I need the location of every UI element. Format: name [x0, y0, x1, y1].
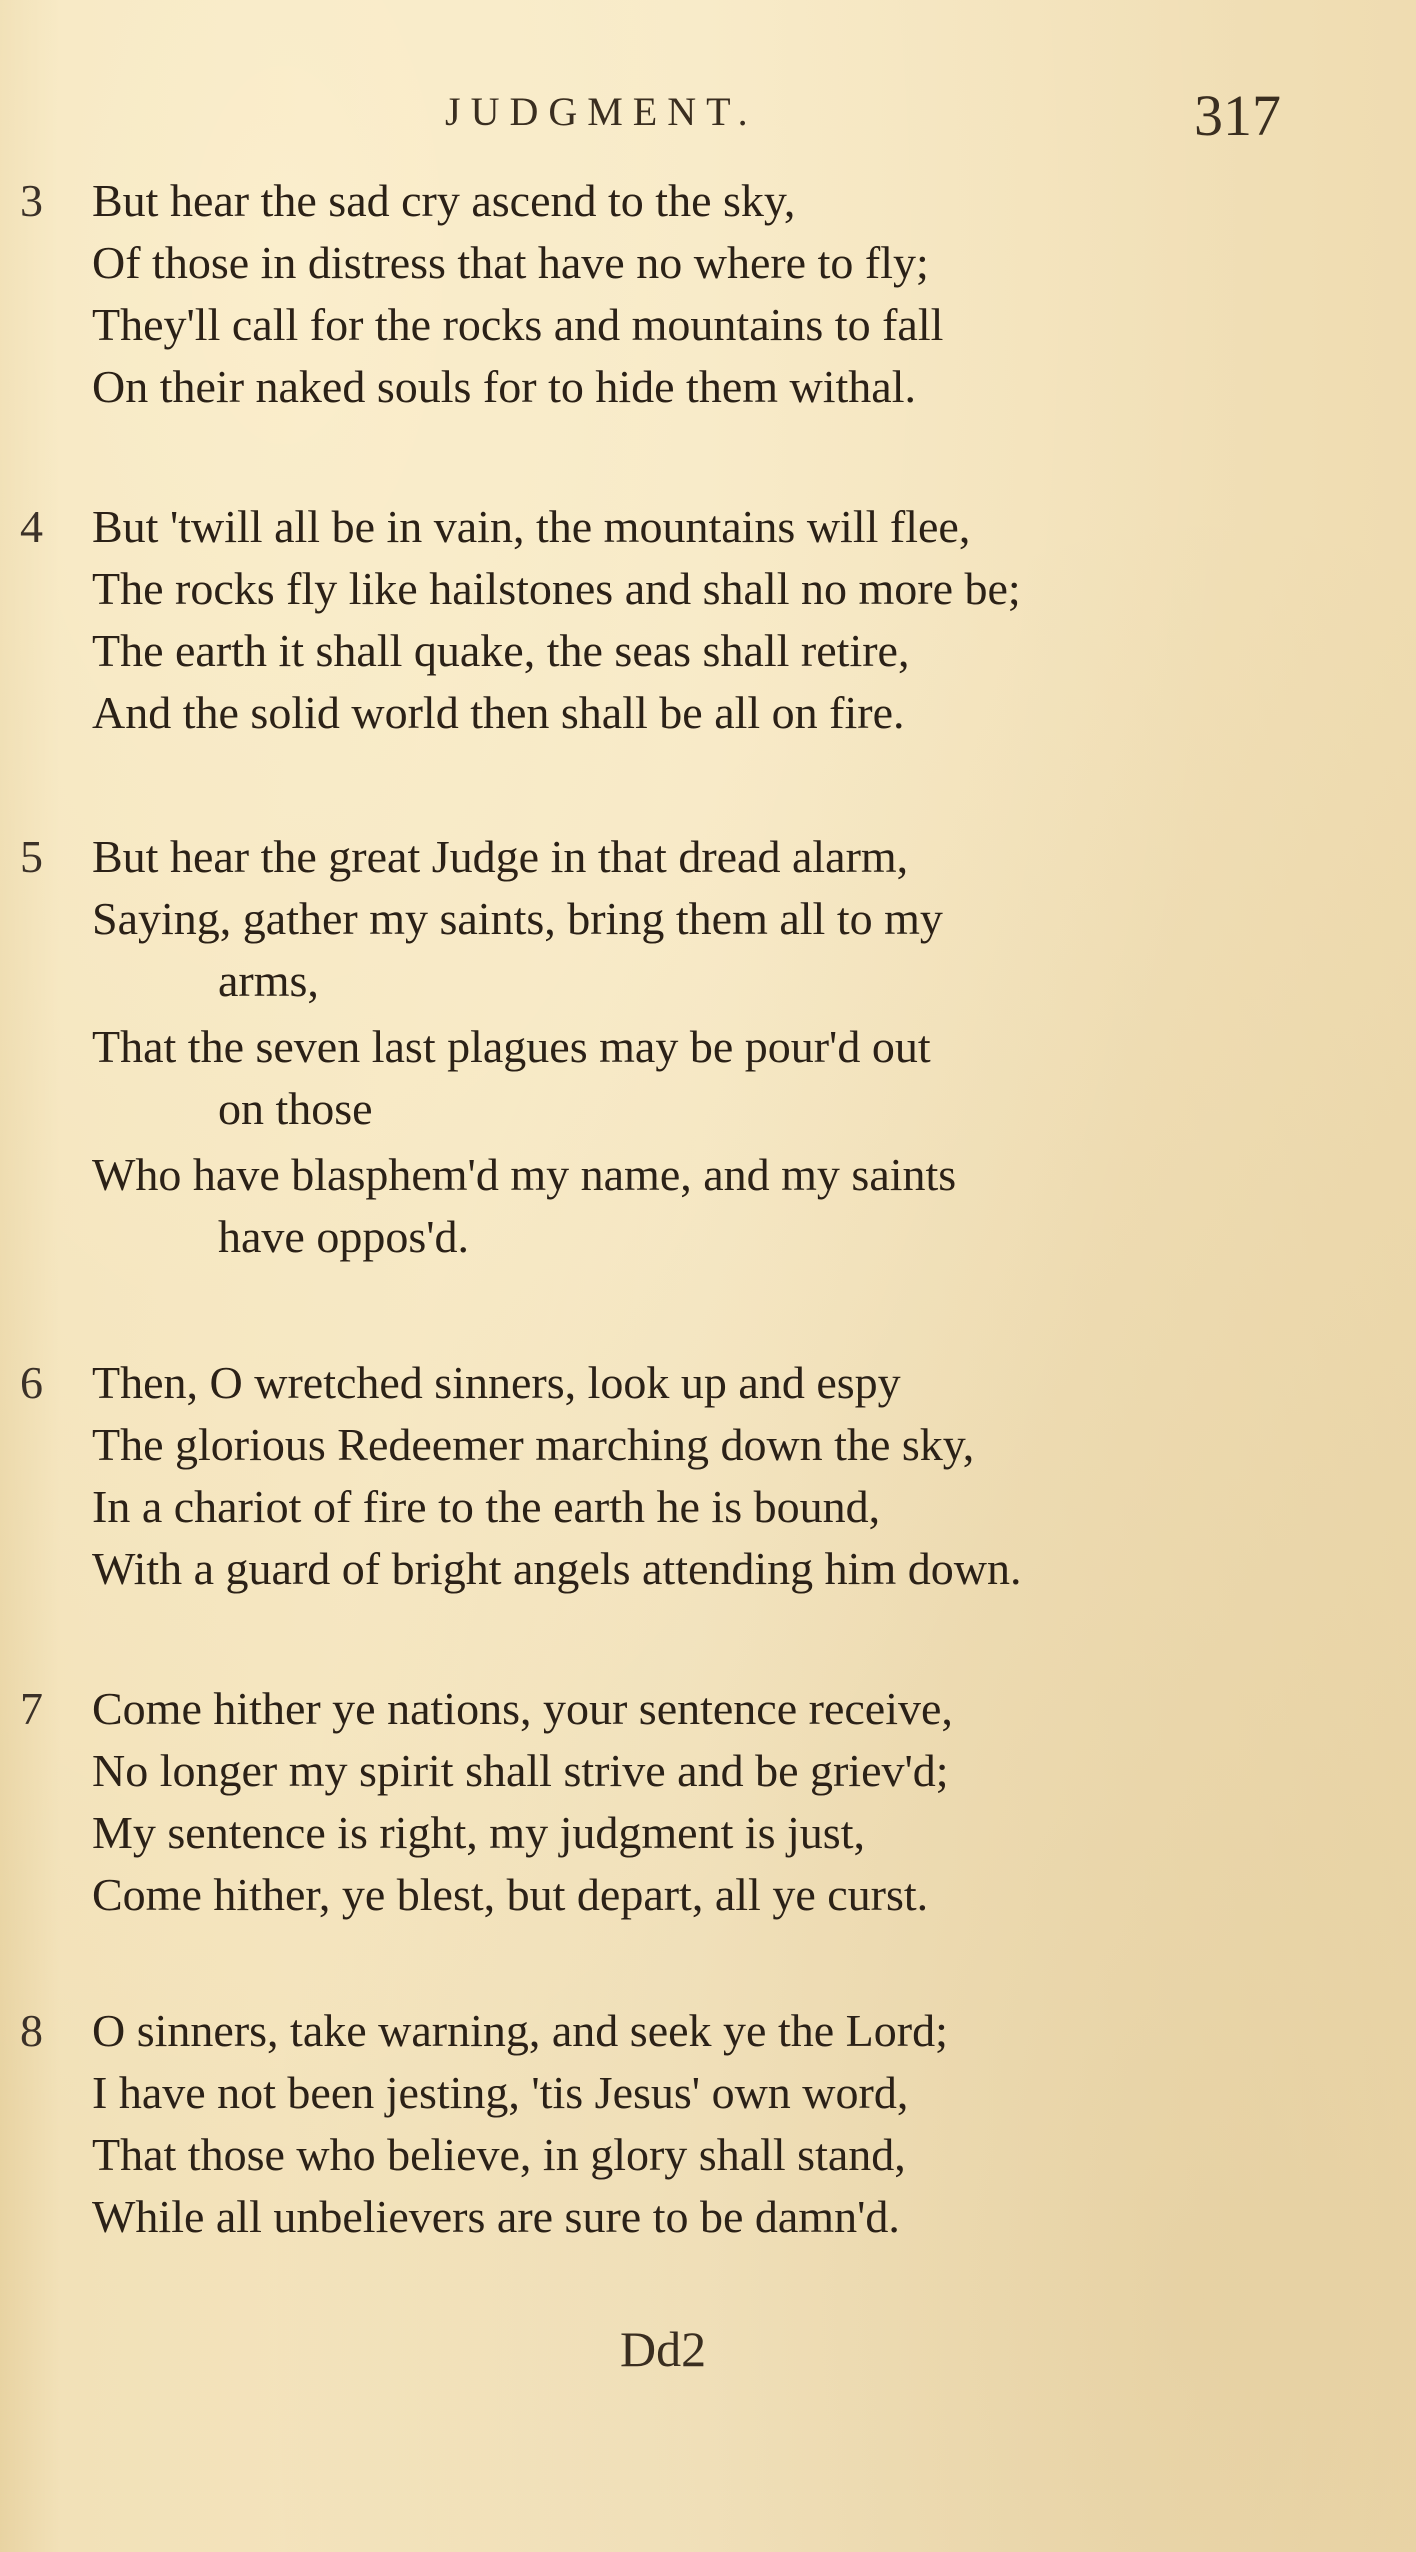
verse-line: But hear the great Judge in that dread alarm,: [92, 831, 909, 882]
stanza-number: 8: [20, 2005, 43, 2056]
stanza-number: 4: [20, 501, 43, 552]
verse-line: And the solid world then shall be all on fire.: [92, 687, 905, 738]
verse-line: O sinners, take warning, and seek ye the Lord;: [92, 2005, 948, 2056]
verse-line: In a chariot of fire to the earth he is bound,: [92, 1481, 881, 1532]
verse-line: I have not been jesting, 'tis Jesus' own word,: [92, 2067, 909, 2118]
verse-line: No longer my spirit shall strive and be griev'd;: [92, 1745, 949, 1796]
running-head: JUDGMENT.: [445, 89, 758, 134]
verse-line: The earth it shall quake, the seas shall retire,: [92, 625, 910, 676]
verse-line: Come hither, ye blest, but depart, all ye curst.: [92, 1869, 929, 1920]
verse-line: But 'twill all be in vain, the mountains will flee,: [92, 501, 971, 552]
verse-line-continuation: on those: [218, 1083, 373, 1134]
verse-line: Come hither ye nations, your sentence receive,: [92, 1683, 953, 1734]
page-number: 317: [1194, 83, 1281, 148]
verse-line: With a guard of bright angels attending him down.: [92, 1543, 1022, 1594]
stanza-number: 5: [20, 831, 43, 882]
verse-line: Then, O wretched sinners, look up and espy: [92, 1357, 901, 1408]
verse-line: The glorious Redeemer marching down the sky,: [92, 1419, 975, 1470]
verse-line-continuation: have oppos'd.: [218, 1211, 470, 1262]
signature-mark: Dd2: [620, 2321, 707, 2377]
page-header: [0, 83, 1416, 158]
verse-line: Of those in distress that have no where to fly;: [92, 237, 929, 288]
verse-line: On their naked souls for to hide them withal.: [92, 361, 917, 412]
stanza-number: 6: [20, 1357, 43, 1408]
verse-line: But hear the sad cry ascend to the sky,: [92, 175, 796, 226]
stanza-number: 3: [20, 175, 43, 226]
verse-line: My sentence is right, my judgment is just,: [92, 1807, 865, 1858]
verse-line-continuation: arms,: [218, 955, 319, 1006]
verse-line: Who have blasphem'd my name, and my saints: [92, 1149, 957, 1200]
verse-line: That those who believe, in glory shall stand,: [92, 2129, 906, 2180]
verse-line: The rocks fly like hailstones and shall no more be;: [92, 563, 1021, 614]
verse-line: They'll call for the rocks and mountains to fall: [92, 299, 944, 350]
stanza-number: 7: [20, 1683, 43, 1734]
verse-line: While all unbelievers are sure to be damn'd.: [92, 2191, 900, 2242]
verse-line: That the seven last plagues may be pour'd out: [92, 1021, 931, 1072]
verse-line: Saying, gather my saints, bring them all to my: [92, 893, 943, 944]
